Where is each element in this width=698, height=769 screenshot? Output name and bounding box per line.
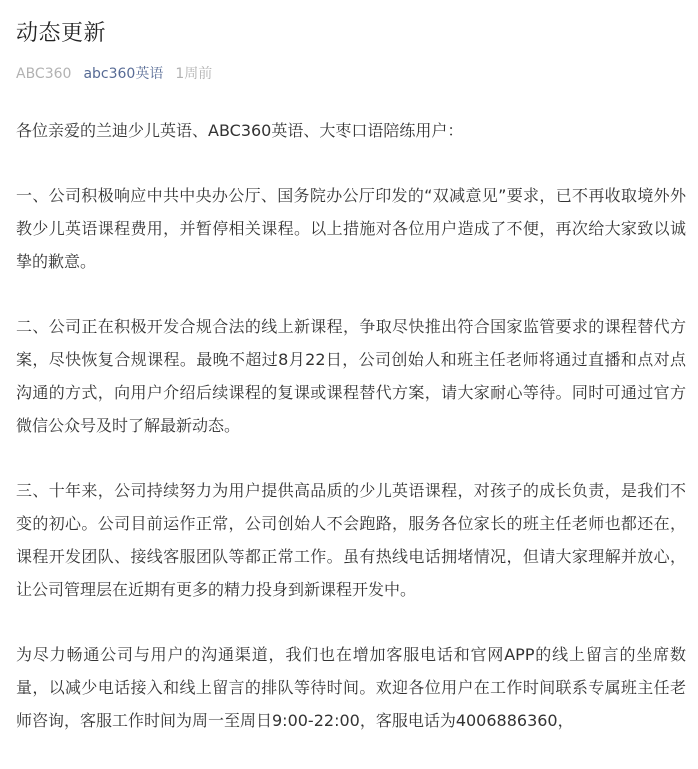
account-link[interactable]: abc360英语 [83,66,164,82]
article-content [16,114,686,769]
content-paragraph: 二、公司正在积极开发合规合法的线上新课程，争取尽快推出符合国家监管要求的课程替代方案，尽快恢复合规课程。最晚不超过8月22日，公司创始人和班主任老师将通过直播和点对点沟通的方式，向用户介绍后续课程的复课或课程替代方案，请大家耐心等待。同时可通过官方微信公众号及时了解最新动态。 [16,317,686,435]
greeting-paragraph: 各位亲爱的兰迪少儿英语、ABC360英语、大枣口语陪练用户： [16,121,464,140]
publish-time: 1周前 [175,66,213,82]
article-meta [16,63,212,85]
source-label: ABC360 [16,66,72,82]
content-paragraph: 一、公司积极响应中共中央办公厅、国务院办公厅印发的“双减意见”要求，已不再收取境外外教少儿英语课程费用，并暂停相关课程。以上措施对各位用户造成了不便，再次给大家致以诚挚的歉意。 [16,186,686,271]
article-title: 动态更新 [16,21,107,46]
content-paragraph: 三、十年来，公司持续努力为用户提供高品质的少儿英语课程，对孩子的成长负责，是我们不变的初心。公司目前运作正常，公司创始人不会跑路，服务各位家长的班主任老师也都还在，课程开发团队、接线客服团队等都正常工作。虽有热线电话拥堵情况，但请大家理解并放心，让公司管理层在近期有更多的精力投身到新课程开发中。 [16,481,686,599]
content-paragraph: 为尽力畅通公司与用户的沟通渠道，我们也在增加客服电话和官网APP的线上留言的坐席数量，以减少电话接入和线上留言的排队等待时间。欢迎各位用户在工作时间联系专属班主任老师咨询，客服工作时间为周一至周日9:00-22:00，客服电话为4006886360， [16,645,686,730]
